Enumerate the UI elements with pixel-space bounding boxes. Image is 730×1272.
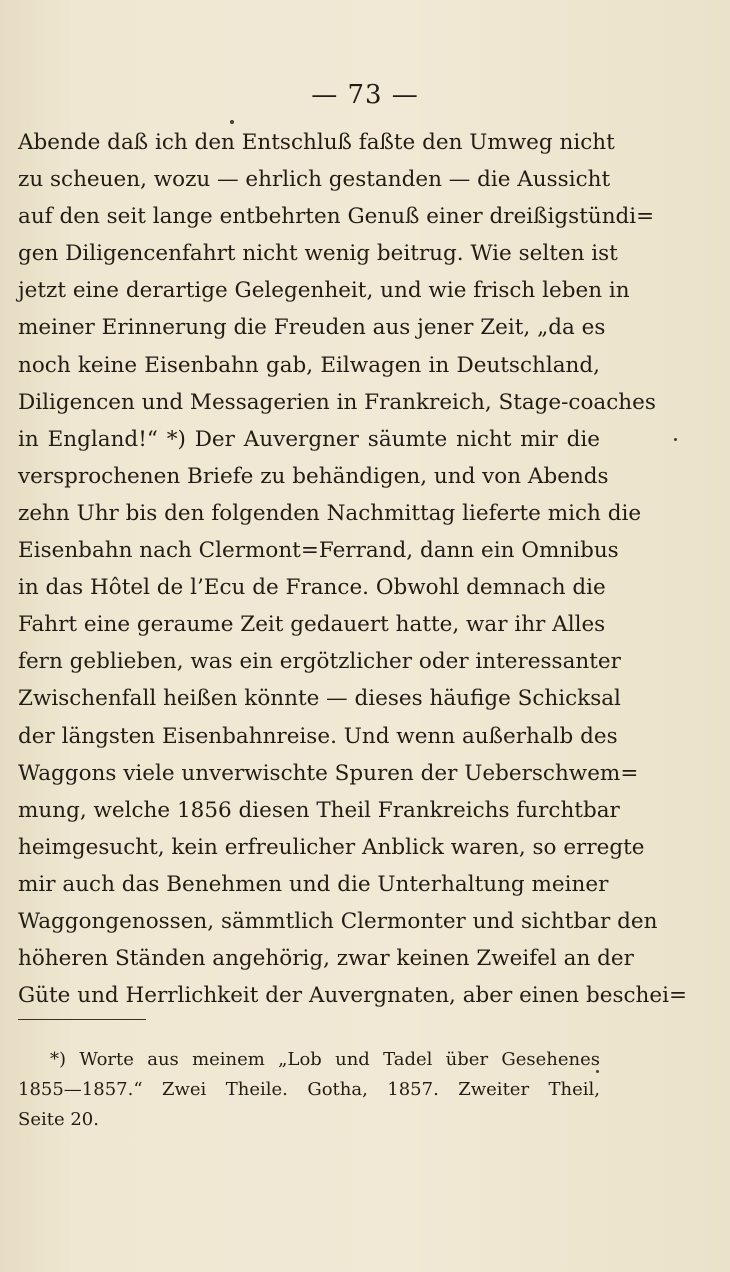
text-line: in England!“ *) Der Auvergner säumte nicht mir die bbox=[18, 426, 600, 452]
text-line: mung, welche 1856 diesen Theil Frankreichs furchtbar bbox=[18, 797, 620, 823]
text-line: höheren Ständen angehörig, zwar keinen Zweifel an der bbox=[18, 946, 634, 972]
footnote-line: *) Worte aus meinem „Lob und Tadel über Gesehenes bbox=[50, 1049, 600, 1070]
footnote-divider bbox=[18, 1019, 146, 1020]
text-line: Diligencen und Messagerien in Frankreich, Stage-coaches bbox=[18, 389, 656, 415]
footnote bbox=[18, 1045, 600, 1135]
text-line: noch keine Eisenbahn gab, Eilwagen in Deutschland, bbox=[18, 352, 600, 378]
text-line: fern geblieben, was ein ergötzlicher oder interessanter bbox=[18, 649, 621, 675]
text-line: gen Diligencenfahrt nicht wenig beitrug. Wie selten ist bbox=[18, 241, 618, 267]
text-line: der längsten Eisenbahnreise. Und wenn außerhalb des bbox=[18, 723, 618, 749]
text-line: auf den seit lange entbehrten Genuß einer dreißigstündi= bbox=[18, 204, 655, 230]
text-line: zehn Uhr bis den folgenden Nachmittag lieferte mich die bbox=[18, 500, 642, 526]
text-line: heimgesucht, kein erfreulicher Anblick waren, so erregte bbox=[18, 834, 645, 860]
text-line: Eisenbahn nach Clermont=Ferrand, dann ein Omnibus bbox=[18, 538, 619, 564]
text-line: Abende daß ich den Entschluß faßte den Umweg nicht bbox=[18, 130, 615, 155]
text-line: Fahrt eine geraume Zeit gedauert hatte, war ihr Alles bbox=[18, 612, 606, 638]
text-line: Waggons viele unverwischte Spuren der Ueberschwem= bbox=[18, 760, 639, 786]
text-line: Güte und Herrlichkeit der Auvergnaten, aber einen beschei= bbox=[18, 983, 687, 1009]
text-line: zu scheuen, wozu — ehrlich gestanden — die Aussicht bbox=[18, 167, 611, 193]
ink-speck bbox=[230, 120, 234, 124]
ink-speck bbox=[674, 438, 677, 441]
text-line: Zwischenfall heißen könnte — dieses häufige Schicksal bbox=[18, 686, 621, 712]
text-line: versprochenen Briefe zu behändigen, und von Abends bbox=[18, 463, 609, 489]
text-line: meiner Erinnerung die Freuden aus jener Zeit, „da es bbox=[18, 315, 606, 341]
text-line: Waggongenossen, sämmtlich Clermonter und sichtbar den bbox=[18, 908, 658, 934]
text-line: mir auch das Benehmen und die Unterhaltung meiner bbox=[18, 871, 609, 897]
body-text bbox=[18, 124, 687, 1014]
page-number: — 73 — bbox=[311, 80, 419, 110]
footnote-line: Seite 20. bbox=[18, 1109, 99, 1130]
footnote-line: 1855—1857.“ Zwei Theile. Gotha, 1857. Zweiter Theil, bbox=[18, 1079, 600, 1100]
text-line: jetzt eine derartige Gelegenheit, und wie frisch leben in bbox=[18, 278, 630, 304]
ink-speck bbox=[596, 1070, 599, 1073]
text-line: in das Hôtel de l’Ecu de France. Obwohl demnach die bbox=[18, 575, 606, 601]
